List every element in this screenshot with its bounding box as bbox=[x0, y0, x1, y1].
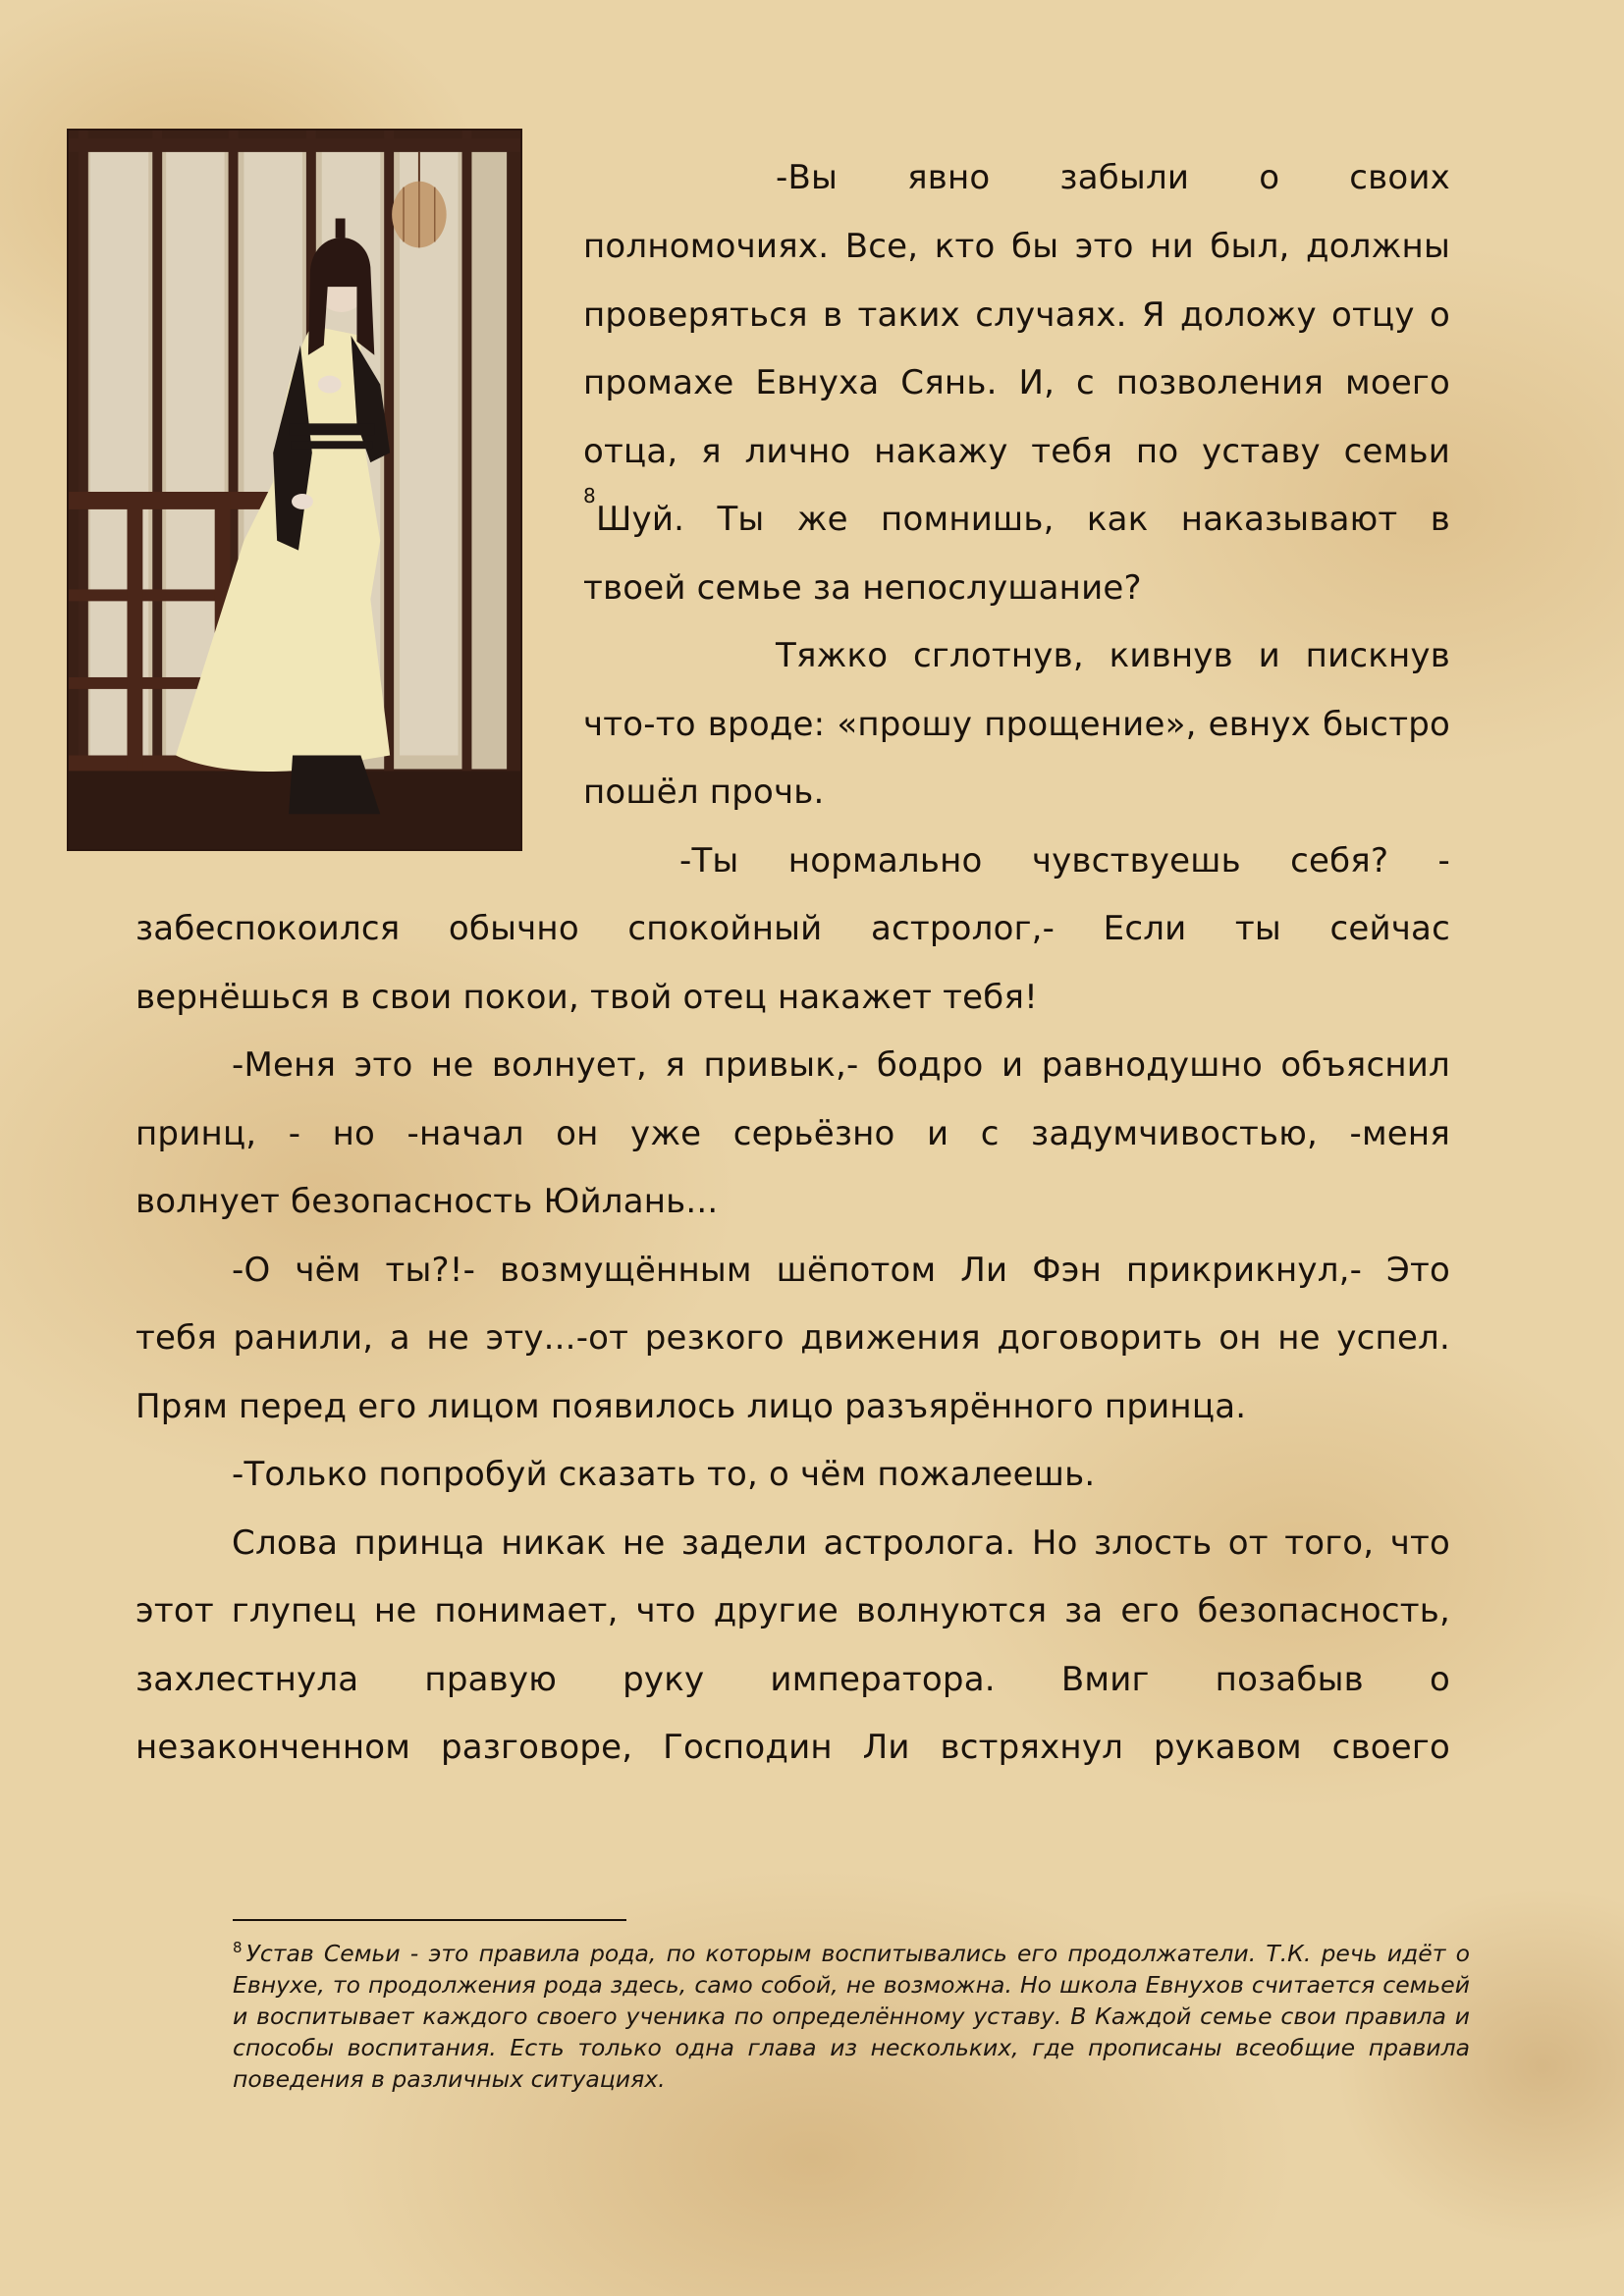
robed-figure-illustration bbox=[67, 129, 522, 851]
text-line: -Вы явно забыли о своих bbox=[776, 158, 1450, 197]
text-line: полномочиях. Все, кто бы это ни был, должны bbox=[583, 227, 1450, 266]
text-line: Шуй. Ты же помнишь, как наказывают в bbox=[595, 500, 1450, 539]
text-line: захлестнула правую руку императора. Вмиг позабыв о bbox=[135, 1660, 1450, 1699]
text-line: -Ты нормально чувствуешь себя? - bbox=[679, 841, 1450, 881]
footnote bbox=[233, 1938, 1470, 2095]
text-line: -Меня это не волнует, я привык,- бодро и равнодушно объяснил bbox=[232, 1045, 1450, 1085]
text-line: волнует безопасность Юйлань... bbox=[135, 1182, 719, 1221]
text-line: твоей семье за непослушание? bbox=[583, 568, 1142, 608]
text-line: тебя ранили, а не эту...-от резкого движения договорить он не успел. bbox=[135, 1318, 1450, 1358]
text-line: пошёл прочь. bbox=[583, 773, 825, 812]
footnote-mark: 8 bbox=[233, 1939, 243, 1957]
text-line: вернёшься в свои покои, твой отец накажет тебя! bbox=[135, 978, 1038, 1017]
text-line: этот глупец не понимает, что другие волнуются за его безопасность, bbox=[135, 1591, 1450, 1630]
text-line: забеспокоился обычно спокойный астролог,- Если ты сейчас bbox=[135, 909, 1450, 948]
text-line: Прям перед его лицом появилось лицо разъярённого принца. bbox=[135, 1387, 1247, 1426]
text-line: промахе Евнуха Сянь. И, с позволения моего bbox=[583, 363, 1450, 402]
text-line: отца, я лично накажу тебя по уставу семьи bbox=[583, 432, 1450, 471]
text-line: проверяться в таких случаях. Я доложу отцу о bbox=[583, 295, 1450, 335]
robed-figure-by-lattice-window-illustration bbox=[69, 131, 520, 849]
footnote-text: Устав Семьи - это правила рода, по которым воспитывались его продолжатели. Т.К. речь идёт о Евнухе, то продолжения рода здесь, само собой, не возможна. Но школа Евнухов считается семьей и воспитывает каждого своего ученика по определённому уставу. В Каждой семье свои правила и способы воспитания. Есть только одна глава из нескольких, где прописаны всеобщие правила поведения в различных ситуациях. bbox=[233, 1940, 1470, 2093]
footnote-divider bbox=[233, 1919, 626, 1921]
text-line: что-то вроде: «прошу прощение», евнух быстро bbox=[583, 705, 1450, 744]
text-line: Тяжко сглотнув, кивнув и пискнув bbox=[776, 636, 1450, 675]
text-line-with-footnote-ref bbox=[583, 484, 1450, 543]
text-line: незаконченном разговоре, Господин Ли встряхнул рукавом своего bbox=[135, 1728, 1450, 1767]
text-line: принц, - но -начал он уже серьёзно и с задумчивостью, -меня bbox=[135, 1114, 1450, 1153]
text-line: -Только попробуй сказать то, о чём пожалеешь. bbox=[232, 1455, 1096, 1494]
text-line: -О чём ты?!- возмущённым шёпотом Ли Фэн прикрикнул,- Это bbox=[232, 1251, 1450, 1290]
footnote-ref-mark: 8 bbox=[583, 484, 596, 507]
text-line: Слова принца никак не задели астролога. Но злость от того, что bbox=[232, 1523, 1450, 1563]
